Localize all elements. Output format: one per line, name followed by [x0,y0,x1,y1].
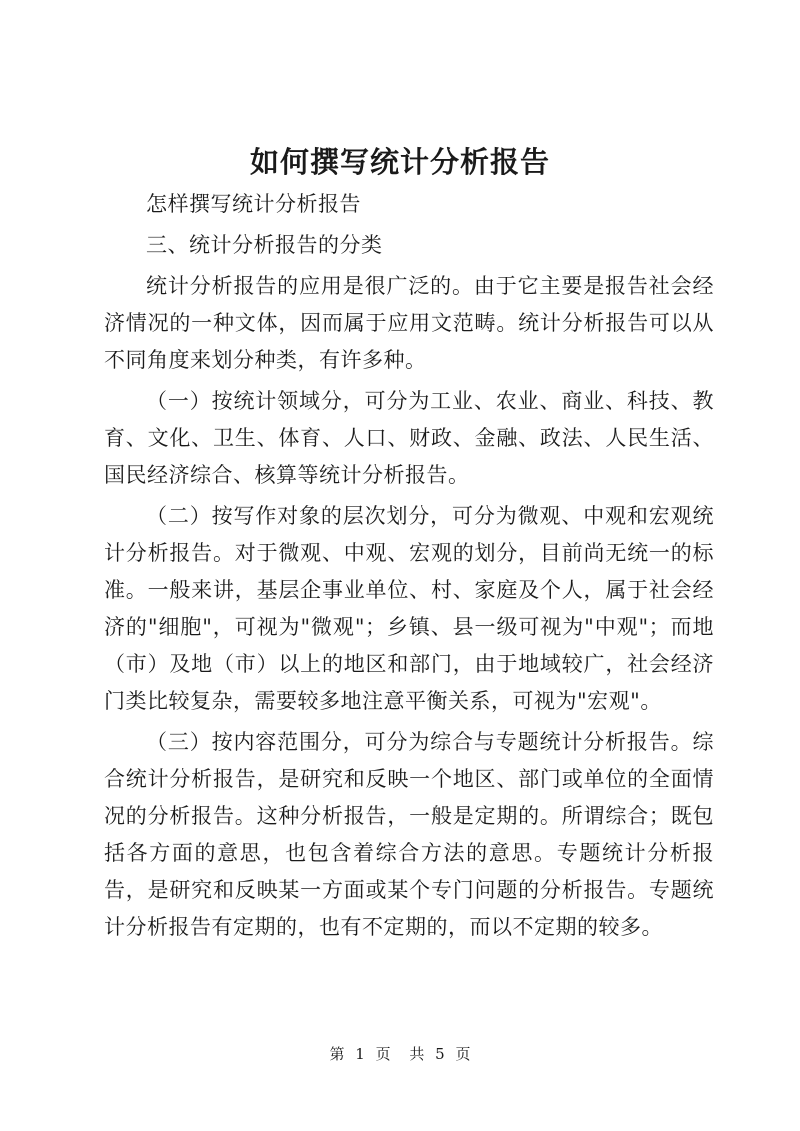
page-total: 共 5 页 [409,1045,471,1063]
document-title: 如何撰写统计分析报告 [249,145,550,179]
page-number: 第 1 页 [329,1045,391,1063]
paragraph-category-2: （二）按写作对象的层次划分，可分为微观、中观和宏观统计分析报告。对于微观、中观、宏观的划分，目前尚无统一的标准。一般来讲，基层企事业单位、村、家庭及个人，属于社会经济的"细胞"，可视为"微观"；乡镇、县一级可视为"中观"；而地（市）及地（市）以上的地区和部门，由于地域较广，社会经济门类比较复杂，需要较多地注意平衡关系，可视为"宏观"。 [104,504,714,713]
page-footer [0,1043,800,1065]
paragraph-intro: 统计分析报告的应用是很广泛的。由于它主要是报告社会经济情况的一种文体，因而属于应用文范畴。统计分析报告可以从不同角度来划分种类，有许多种。 [104,274,714,372]
document-body [104,186,714,950]
paragraph-section-heading: 三、统计分析报告的分类 [146,233,383,257]
paragraph-subtitle: 怎样撰写统计分析报告 [146,192,361,216]
paragraph-category-1: （一）按统计领域分，可分为工业、农业、商业、科技、教育、文化、卫生、体育、人口、财政、金融、政法、人民生活、国民经济综合、核算等统计分析报告。 [104,389,714,487]
paragraph-category-3: （三）按内容范围分，可分为综合与专题统计分析报告。综合统计分析报告，是研究和反映一个地区、部门或单位的全面情况的分析报告。这种分析报告，一般是定期的。所谓综合；既包括各方面的意思，也包含着综合方法的意思。专题统计分析报告，是研究和反映某一方面或某个专门问题的分析报告。专题统计分析报告有定期的，也有不定期的，而以不定期的较多。 [104,730,714,939]
